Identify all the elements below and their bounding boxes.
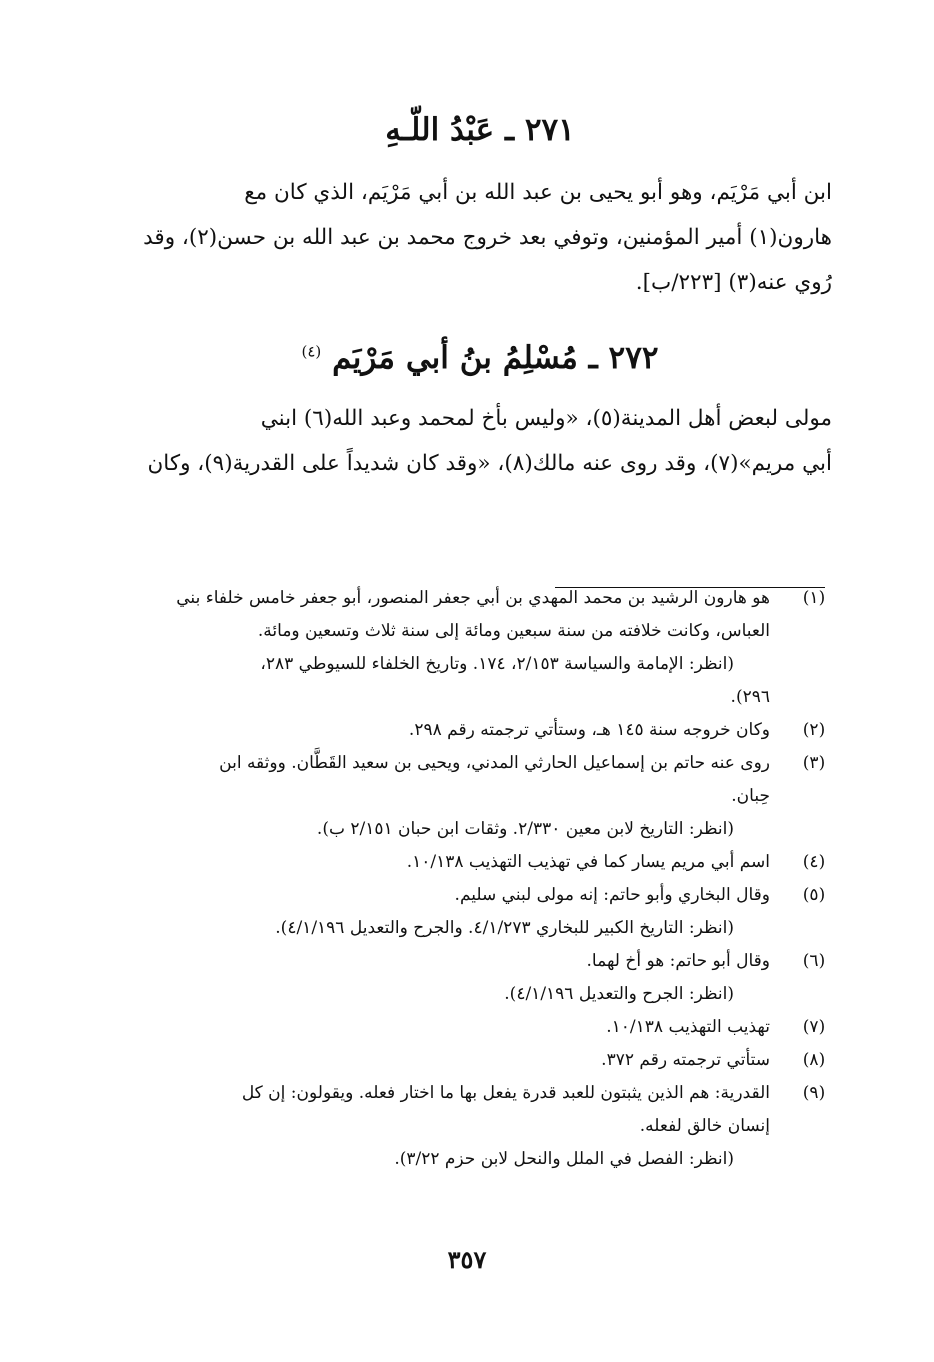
page-number: ٣٥٧ [447, 1245, 487, 1274]
footnote-text [132, 1044, 770, 1077]
entry-271-body [132, 170, 832, 305]
footnote-line: ٢٩٦). [730, 687, 770, 707]
footnote-text [132, 945, 770, 1011]
footnote-text [132, 846, 770, 879]
footnote-number: (٥) [802, 885, 826, 905]
footnote-line: إنسان خالق لفعله. [639, 1116, 770, 1136]
footnote-line: وقال أبو حاتم: هو أخ لهما. [586, 951, 770, 971]
entry-272-title [130, 338, 830, 378]
footnote-2 [132, 714, 832, 747]
entry-272-title-text: ٢٧٢ ـ مُسْلِمُ بنُ أبي مَرْيَم [332, 340, 659, 376]
entry-271-line-1: ابن أبي مَرْيَم، وهو أبو يحيى بن عبد الله بن أبي مَرْيَم، الذي كان مع [244, 180, 832, 205]
footnote-line: ستأتي ترجمته رقم ٣٧٢. [601, 1050, 770, 1070]
footnote-number: (٤) [802, 852, 826, 872]
footnote-8 [132, 1044, 832, 1077]
entry-271-line-2: هارون(١) أمير المؤمنين، وتوفي بعد خروج محمد بن عبد الله بن حسن(٢)، وقد [143, 225, 832, 250]
footnote-number: (٩) [802, 1083, 826, 1103]
footnote-number: (٣) [802, 753, 826, 773]
footnote-6 [132, 945, 832, 1011]
footnote-line: (انظر: التاريخ الكبير للبخاري ٤/١/٢٧٣. والجرح والتعديل ٤/١/١٩٦). [275, 918, 734, 938]
footnote-4 [132, 846, 832, 879]
footnote-text [132, 747, 770, 846]
footnote-line: وقال البخاري وأبو حاتم: إنه مولى لبني سليم. [454, 885, 770, 905]
entry-272-line-1: مولى لبعض أهل المدينة(٥)، «وليس بأخ لمحمد وعبد الله(٦) ابني [260, 406, 832, 431]
footnote-text [132, 879, 770, 945]
footnote-line: هو هارون الرشيد بن محمد المهدي بن أبي جعفر المنصور، أبو جعفر خامس خلفاء بني [176, 588, 770, 608]
footnote-5 [132, 879, 832, 945]
footnotes [132, 582, 832, 1176]
footnote-number: (٢) [802, 720, 826, 740]
footnote-line: تهذيب التهذيب ١٠/١٣٨. [606, 1017, 770, 1037]
footnote-number: (١) [802, 588, 826, 608]
entry-271-title-text: ٢٧١ ـ عَبْدُ اللّـهِ [385, 112, 575, 148]
footnote-line: حِبان. [731, 786, 770, 806]
entry-272-title-footnote-ref: (٤) [301, 342, 322, 361]
footnote-text [132, 714, 770, 747]
footnote-1 [132, 582, 832, 714]
footnote-text [132, 582, 770, 714]
entry-271-title [130, 110, 830, 150]
footnote-9 [132, 1077, 832, 1176]
footnote-number: (٨) [802, 1050, 826, 1070]
footnote-line: العباس، وكانت خلافته من سنة سبعين ومائة إلى سنة ثلاث وتسعين ومائة. [257, 621, 770, 641]
footnote-7 [132, 1011, 832, 1044]
entry-272-line-2: أبي مريم»(٧)، وقد روى عنه مالك(٨)، «وقد كان شديداً على القدرية(٩)، وكان [147, 451, 832, 476]
footnote-line: وكان خروجه سنة ١٤٥ هـ، وستأتي ترجمته رقم ٢٩٨. [408, 720, 770, 740]
footnote-3 [132, 747, 832, 846]
footnote-line: اسم أبي مريم يسار كما في تهذيب التهذيب ١٠/١٣٨. [406, 852, 770, 872]
footnote-text [132, 1011, 770, 1044]
entry-272-body [132, 396, 832, 486]
footnote-number: (٧) [802, 1017, 826, 1037]
footnote-line: روى عنه حاتم بن إسماعيل الحارثي المدني، ويحيى بن سعيد القَطَّان. ووثقه ابن [219, 753, 770, 773]
footnote-line: (انظر: الإمامة والسياسة ٢/١٥٣، ١٧٤. وتاريخ الخلفاء للسيوطي ٢٨٣، [260, 654, 734, 674]
footnote-line: (انظر: الجرح والتعديل ٤/١/١٩٦). [504, 984, 734, 1004]
footnote-line: (انظر: الفصل في الملل والنحل لابن حزم ٣/٢٢). [394, 1149, 734, 1169]
footnote-number: (٦) [802, 951, 826, 971]
entry-271-line-3: رُوي عنه(٣) [٢٢٣/ب]. [635, 270, 832, 295]
footnote-line: (انظر: التاريخ لابن معين ٢/٣٣٠. وثقات ابن حبان ٢/١٥١ ب). [316, 819, 734, 839]
footnote-text [132, 1077, 770, 1176]
footnote-line: القدرية: هم الذين يثبتون للعبد قدرة يفعل بها ما اختار فعله. ويقولون: إن كل [241, 1083, 770, 1103]
